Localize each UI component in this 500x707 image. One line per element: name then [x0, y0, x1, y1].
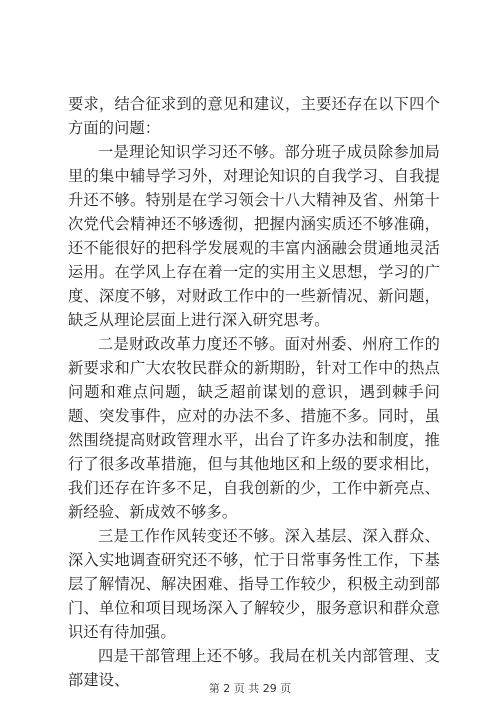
paragraph-work-style: 三是工作作风转变还不够。深入基层、深入群众、深入实地调查研究还不够，忙于日常事务性工作，下基层了解情况、解决困难、指导工作较少，积极主动到部门、单位和项目现场深入了解较少，服务意识和群众意识还有待加强。	[68, 527, 440, 641]
page-number-label: 第 2 页 共 29 页	[208, 682, 292, 695]
document-body	[68, 92, 440, 692]
paragraph-cadre-management: 四是干部管理上还不够。我局在机关内部管理、支部建设、	[68, 647, 440, 689]
paragraph-fiscal-reform: 二是财政改革力度还不够。面对州委、州府工作的新要求和广大农牧民群众的新期盼，针对工作中的热点问题和难点问题，缺乏超前谋划的意识，遇到棘手问题、突发事件，应对的办法不多、措施不多。同时，虽然围绕提高财政管理水平，出台了许多办法和制度，推行了很多改革措施，但与其他地区和上级的要求相比，我们还存在许多不足，自我创新的少，工作中新亮点、新经验、新成效不够多。	[68, 335, 440, 521]
paragraph-theory-study: 一是理论知识学习还不够。部分班子成员除参加局里的集中辅导学习外，对理论知识的自我学习、自我提升还不够。特别是在学习领会十八大精神及省、州第十次党代会精神还不够透彻，把握内涵实质还不够准确，还不能很好的把科学发展观的丰富内涵融会贯通地灵活运用。在学风上存在着一定的实用主义思想，学习的广度、深度不够，对财政工作中的一些新情况、新问题，缺乏从理论层面上进行深入研究思考。	[68, 143, 440, 329]
page-footer	[0, 682, 500, 696]
paragraph-intro: 要求，结合征求到的意见和建议，主要还存在以下四个方面的问题：	[68, 95, 440, 137]
